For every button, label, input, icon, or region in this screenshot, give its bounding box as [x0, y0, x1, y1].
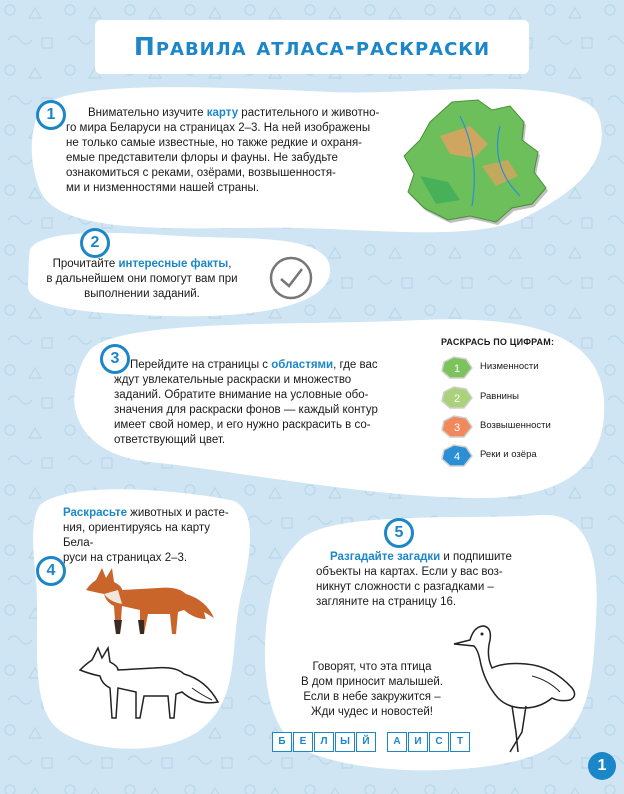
text: ,	[228, 258, 232, 270]
legend-label: Низменности	[480, 361, 539, 372]
legend-label: Реки и озёра	[480, 449, 537, 460]
svg-text:2: 2	[453, 393, 461, 405]
answer-cell[interactable]: С	[429, 732, 449, 752]
legend-title: РАСКРАСЬ ПО ЦИФРАМ:	[441, 337, 555, 347]
answer-cell[interactable]: Т	[450, 732, 470, 752]
text-line: ознакомиться с реками, озёрами, возвышенностя-	[66, 167, 336, 179]
step-5-badge: 5	[384, 518, 414, 548]
answer-cell[interactable]: Й	[356, 732, 376, 752]
section-4-text	[63, 506, 243, 566]
stork-outline-image	[452, 616, 582, 756]
section-1-text	[66, 106, 406, 196]
riddle-line: Говорят, что эта птица	[312, 661, 432, 673]
check-icon	[268, 255, 314, 301]
highlight-link: интересные факты	[118, 258, 229, 270]
page-title: Правила атласа-раскраски	[133, 32, 491, 61]
text-line: ния, ориентируясь на карту Бела-	[63, 522, 211, 549]
answer-cell[interactable]: Л	[314, 732, 334, 752]
page-number: 1	[588, 752, 616, 780]
text: растительного и животно-	[238, 107, 380, 119]
text-line: ми и низменностями нашей страны.	[66, 182, 259, 194]
text: Прочитайте	[52, 258, 119, 270]
text: Внимательно изучите	[88, 107, 207, 119]
answer-cell[interactable]: Ы	[335, 732, 355, 752]
text-line: ответствующий цвет.	[114, 434, 226, 446]
text-line: никнут сложности с разгадками –	[316, 581, 494, 593]
step-4-badge: 4	[36, 556, 66, 586]
text: Перейдите на страницы с	[130, 359, 272, 371]
fox-outline-image	[72, 642, 222, 724]
legend-swatch	[440, 444, 474, 468]
answer-cell[interactable]: Б	[272, 732, 292, 752]
text-line: емые представители флоры и фауны. Не забудьте	[66, 152, 338, 164]
riddle-line: Если в небе закружится –	[303, 691, 441, 703]
fox-color-image	[78, 560, 218, 640]
step-2-badge: 2	[80, 228, 110, 258]
section-5-text	[316, 550, 580, 610]
text-line: ждут увлекательные раскраски и множество	[114, 374, 352, 386]
svg-text:1: 1	[453, 363, 461, 375]
answer-cell[interactable]: И	[408, 732, 428, 752]
text-line: заданий. Обратите внимание на условные обо-	[114, 389, 369, 401]
text: и подпишите	[440, 551, 512, 563]
legend-swatch	[440, 356, 474, 380]
text-line: объекты на картах. Если у вас воз-	[316, 566, 503, 578]
text-line: го мира Беларуси на страницах 2–3. На ней изображены	[66, 122, 371, 134]
text-line: загляните на страницу 16.	[316, 596, 457, 608]
riddle-line: В дом приносит малышей.	[300, 676, 444, 688]
highlight-link: карту	[206, 107, 239, 119]
text-line: имеет свой номер, и его нужно раскрасить в со-	[114, 419, 371, 431]
highlight-link: Разгадайте загадки	[330, 551, 441, 563]
belarus-map-image	[400, 96, 550, 228]
text-line: выполнении заданий.	[84, 288, 200, 300]
svg-text:3: 3	[453, 422, 461, 434]
text-line: в дальнейшем они помогут вам при	[46, 273, 238, 285]
answer-cell[interactable]: А	[387, 732, 407, 752]
text-line: значения для раскраски фонов — каждый контур	[114, 404, 378, 416]
text-line: руси на страницах 2–3.	[63, 552, 188, 564]
riddle-line: Жди чудес и новостей!	[310, 706, 433, 718]
section-3-text	[114, 358, 408, 448]
legend-label: Равнины	[480, 391, 519, 402]
legend-swatch	[440, 386, 474, 410]
riddle-text	[296, 660, 448, 720]
legend-label: Возвышенности	[480, 420, 551, 431]
text: , где вас	[333, 359, 378, 371]
step-1-badge: 1	[36, 100, 66, 130]
highlight-link: областями	[271, 359, 334, 371]
svg-text:4: 4	[453, 451, 461, 463]
text: животных и расте-	[126, 507, 229, 519]
highlight-link: Раскрасьте	[63, 507, 127, 519]
text-line: не только самые известные, но также редкие и охраня-	[66, 137, 362, 149]
legend-swatch	[440, 415, 474, 439]
step-3-badge: 3	[100, 344, 130, 374]
answer-cell[interactable]: Е	[293, 732, 313, 752]
section-2-text	[32, 257, 252, 302]
